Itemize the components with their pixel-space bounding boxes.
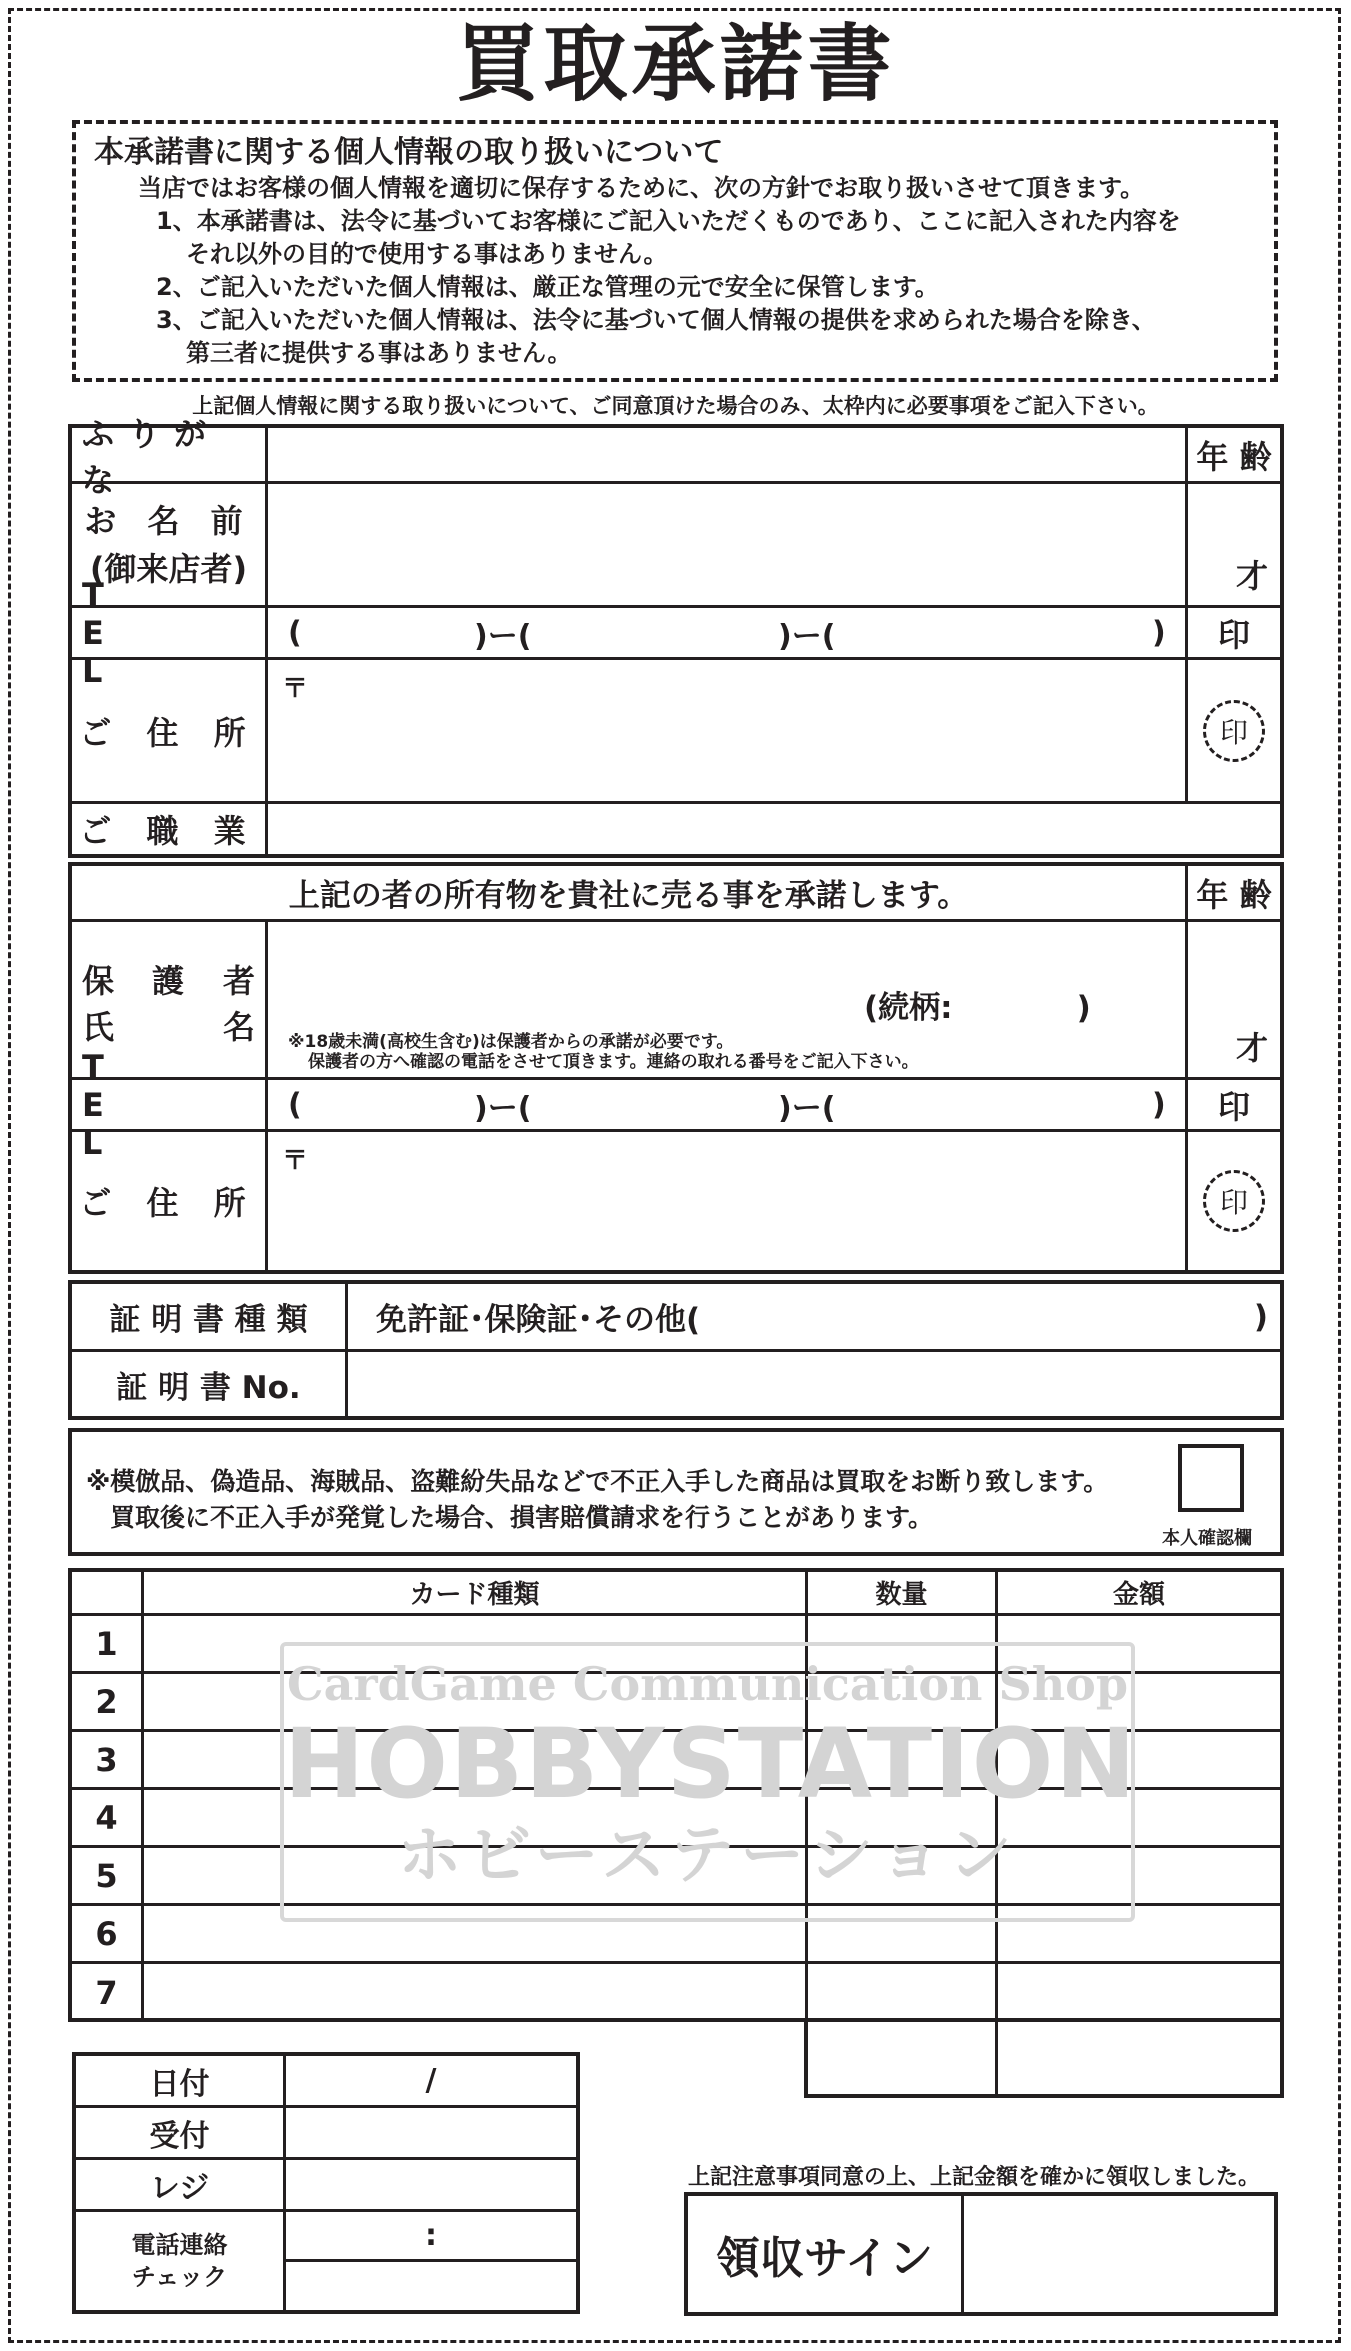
guardian-age-input[interactable] [1188, 922, 1280, 1080]
guardian-age-label: 年 齢 [1188, 866, 1280, 922]
warning-line-1: ※模倣品、偽造品、海賊品、盗難紛失品などで不正入手した商品は買取をお断り致します。 [86, 1467, 1109, 1496]
row-quantity[interactable] [808, 1616, 998, 1674]
reception-input[interactable] [286, 2108, 576, 2160]
guardian-note-2: 保護者の方へ確認の電話をさせて頂きます。連絡の取れる番号をご記入下さい。 [308, 1052, 919, 1072]
id-no-label: 証 明 書 No. [72, 1352, 348, 1416]
notice-item-1a: 1、本承諾書は、法令に基づいてお客様にご記入いただくものであり、ここに記入された内容を [156, 207, 1181, 235]
row-card-type[interactable] [144, 1732, 808, 1790]
phone-check-time[interactable]: : [286, 2212, 576, 2262]
customer-section [68, 414, 1284, 858]
notice-intro: 当店ではお客様の個人情報を適切に保存するために、次の方針でお取り扱いさせて頂きます。 [138, 174, 1145, 202]
phone-check-staff[interactable] [286, 2262, 576, 2310]
row-quantity[interactable] [808, 1848, 998, 1906]
age-input[interactable] [1188, 484, 1280, 608]
address-input[interactable] [268, 660, 1188, 804]
furigana-input[interactable] [268, 428, 1188, 484]
phone-check-label: 電話連絡 チェック [76, 2212, 286, 2310]
store-watermark-logo: CardGame Communication Shop HOBBYSTATION ホビーステーション [280, 1642, 1135, 1922]
register-input[interactable] [286, 2160, 576, 2212]
row-card-type[interactable] [144, 1848, 808, 1906]
warning-line-2: 買取後に不正入手が発覚した場合、損害賠償請求を行うことがあります。 [110, 1503, 934, 1532]
guardian-name-input[interactable] [268, 922, 1188, 1080]
row-card-type[interactable] [144, 1790, 808, 1848]
id-document-section [68, 1280, 1284, 1420]
row-number: 6 [72, 1906, 144, 1964]
guardian-postal-mark: 〒 [282, 1146, 309, 1176]
job-input[interactable] [268, 804, 1280, 854]
identity-check-box[interactable] [1178, 1444, 1244, 1512]
guardian-note-1: ※18歳未満(高校生含む)は保護者からの承諾が必要です。 [288, 1032, 734, 1052]
row-card-type[interactable] [144, 1616, 808, 1674]
items-table [68, 1568, 1284, 2022]
row-amount[interactable] [998, 1674, 1280, 1732]
row-card-type[interactable] [144, 1964, 808, 2022]
row-amount[interactable] [998, 1964, 1280, 2022]
table-header-amount: 金額 [998, 1572, 1280, 1616]
guardian-tel-label: T E L [72, 1080, 268, 1132]
total-quantity-cell[interactable] [808, 2018, 998, 2094]
row-amount[interactable] [998, 1906, 1280, 1964]
row-quantity[interactable] [808, 1674, 998, 1732]
row-amount[interactable] [998, 1732, 1280, 1790]
receipt-sign-section [684, 2192, 1278, 2316]
id-type-input[interactable]: 免許証･保険証･その他( ) [348, 1284, 1280, 1352]
row-quantity[interactable] [808, 1906, 998, 1964]
guardian-seal-icon: 印 [1203, 1170, 1265, 1232]
notice-item-1b: それ以外の目的で使用する事はありません。 [186, 240, 668, 268]
register-label: レジ [76, 2160, 286, 2212]
row-number: 5 [72, 1848, 144, 1906]
date-input[interactable]: / [286, 2056, 576, 2108]
identity-check-label: 本人確認欄 [1162, 1528, 1252, 1549]
age-label: 年 齢 [1188, 428, 1280, 484]
guardian-section [68, 862, 1284, 1274]
receipt-note: 上記注意事項同意の上、上記金額を確かに領収しました。 [688, 2165, 1261, 2190]
row-number: 1 [72, 1616, 144, 1674]
row-card-type[interactable] [144, 1906, 808, 1964]
row-number: 3 [72, 1732, 144, 1790]
tel-input[interactable]: ( )ー( )ー( ) [268, 608, 1188, 660]
notice-item-3b: 第三者に提供する事はありません。 [186, 339, 572, 367]
table-header-no [72, 1572, 144, 1616]
furigana-label: ふりがな [72, 428, 268, 484]
date-label: 日付 [76, 2056, 286, 2108]
notice-heading: 本承諾書に関する個人情報の取り扱いについて [94, 135, 724, 170]
table-header-quantity: 数量 [808, 1572, 998, 1616]
row-amount[interactable] [998, 1616, 1280, 1674]
row-quantity[interactable] [808, 1732, 998, 1790]
consent-line: 上記個人情報に関する取り扱いについて、ご同意頂けた場合のみ、太枠内に必要事項をご記入下さい。 [192, 394, 1159, 418]
job-label: ご 職 業 [72, 804, 268, 854]
warning-section [68, 1428, 1284, 1556]
postal-mark: 〒 [282, 674, 309, 704]
guardian-seal-label: 印 [1188, 1080, 1280, 1132]
tel-label: T E L [72, 608, 268, 660]
row-number: 7 [72, 1964, 144, 2022]
id-type-label: 証 明 書 種 類 [72, 1284, 348, 1352]
privacy-notice [72, 120, 1278, 382]
notice-item-3a: 3、ご記入いただいた個人情報は、法令に基づいて個人情報の提供を求められた場合を除き、 [156, 306, 1156, 334]
row-card-type[interactable] [144, 1674, 808, 1732]
seal-label: 印 [1188, 608, 1280, 660]
office-use-table [72, 2052, 580, 2314]
seal-icon: 印 [1203, 700, 1265, 762]
reception-label: 受付 [76, 2108, 286, 2160]
guardian-statement: 上記の者の所有物を貴社に売る事を承諾します。 [72, 866, 1188, 922]
guardian-address-label: ご 住 所 [72, 1132, 268, 1270]
page-title: 買取承諾書 [455, 15, 896, 113]
table-header-card-type: カード種類 [144, 1572, 808, 1616]
receipt-sign-input[interactable] [964, 2196, 1274, 2312]
relation-field: (続柄: ) [864, 990, 1091, 1026]
address-label: ご 住 所 [72, 660, 268, 804]
id-no-input[interactable] [348, 1352, 1280, 1416]
row-amount[interactable] [998, 1848, 1280, 1906]
guardian-age-unit: 才 [1235, 1029, 1268, 1067]
total-amount-cell[interactable] [998, 2018, 1280, 2094]
receipt-sign-label: 領収サイン [688, 2196, 964, 2312]
age-unit: 才 [1235, 557, 1268, 595]
total-row [804, 2018, 1284, 2098]
guardian-name-label: 保 護 者 氏 名 [72, 922, 268, 1080]
notice-item-2: 2、ご記入いただいた個人情報は、厳正な管理の元で安全に保管します。 [156, 273, 939, 301]
guardian-tel-input[interactable]: ( )ー( )ー( ) [268, 1080, 1188, 1132]
name-label: お 名 前 (御来店者) [72, 484, 268, 608]
guardian-seal-box[interactable] [1188, 1132, 1280, 1270]
seal-box[interactable] [1188, 660, 1280, 804]
row-quantity[interactable] [808, 1790, 998, 1848]
name-input[interactable] [268, 484, 1188, 608]
row-quantity[interactable] [808, 1964, 998, 2022]
row-number: 2 [72, 1674, 144, 1732]
row-number: 4 [72, 1790, 144, 1848]
guardian-address-input[interactable] [268, 1132, 1188, 1270]
row-amount[interactable] [998, 1790, 1280, 1848]
